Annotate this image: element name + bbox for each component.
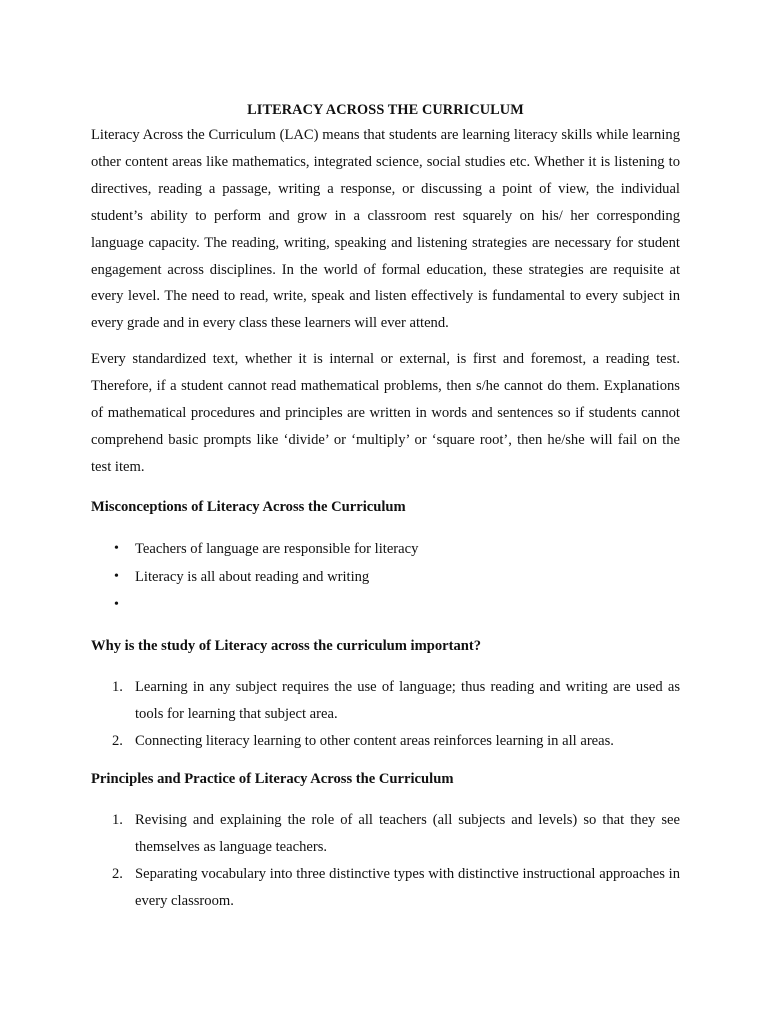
- list-item: [91, 591, 680, 619]
- list-number: 1.: [112, 811, 123, 828]
- list-number: 2.: [112, 865, 123, 882]
- list-item-text: Learning in any subject requires the use of language; thus reading and writing are used as tools for learning that subject area.: [135, 678, 680, 722]
- misconceptions-heading: Misconceptions of Literacy Across the Curriculum: [91, 498, 406, 515]
- list-item-text: Separating vocabulary into three distinctive types with distinctive instructional approaches in every classroom.: [135, 865, 680, 909]
- list-item: [91, 563, 680, 591]
- paragraph-standardized-test: Every standardized text, whether it is internal or external, is first and foremost, a reading test. Therefore, if a student cannot read mathematical problems, then s/he cannot do them. Explanations of mathematical procedures and principles are written in words and sentences so if students cannot comprehend basic prompts like ‘divide’ or ‘multiply’ or ‘square root’, then he/she will fail on the test item.: [91, 351, 680, 475]
- list-item-text: Literacy is all about reading and writing: [135, 568, 370, 585]
- list-item: [91, 807, 680, 861]
- importance-heading: Why is the study of Literacy across the curriculum important?: [91, 637, 482, 654]
- paragraph-lac-definition: Literacy Across the Curriculum (LAC) means that students are learning literacy skills while learning other content areas like mathematics, integrated science, social studies etc. Whether it is listening to directives, reading a passage, writing a response, or discussing a point of view, the individual student’s ability to perform and grow in a classroom rest squarely on his/ her corresponding language capacity. The reading, writing, speaking and listening strategies are necessary for student engagement across disciplines. In the world of formal education, these strategies are requisite at every level. The need to read, write, speak and listen effectively is fundamental to every subject in every grade and in every class these learners will ever attend.: [91, 127, 680, 332]
- list-number: 1.: [112, 678, 123, 695]
- bullet-icon: •: [114, 596, 119, 612]
- list-item-text: Teachers of language are responsible for literacy: [135, 540, 419, 557]
- list-item: [91, 861, 680, 915]
- list-item-text: Revising and explaining the role of all teachers (all subjects and levels) so that they see themselves as language teachers.: [135, 811, 680, 855]
- bullet-icon: •: [114, 540, 119, 556]
- list-item: [91, 674, 680, 728]
- list-item: [91, 535, 680, 563]
- bullet-icon: •: [114, 568, 119, 584]
- misconceptions-list: [91, 535, 680, 619]
- importance-list: [91, 674, 680, 755]
- document-title: LITERACY ACROSS THE CURRICULUM: [247, 102, 524, 118]
- list-item: [91, 728, 680, 755]
- list-number: 2.: [112, 732, 123, 749]
- list-item-text: Connecting literacy learning to other content areas reinforces learning in all areas.: [135, 732, 614, 749]
- principles-heading: Principles and Practice of Literacy Across the Curriculum: [91, 770, 454, 787]
- principles-list: [91, 807, 680, 915]
